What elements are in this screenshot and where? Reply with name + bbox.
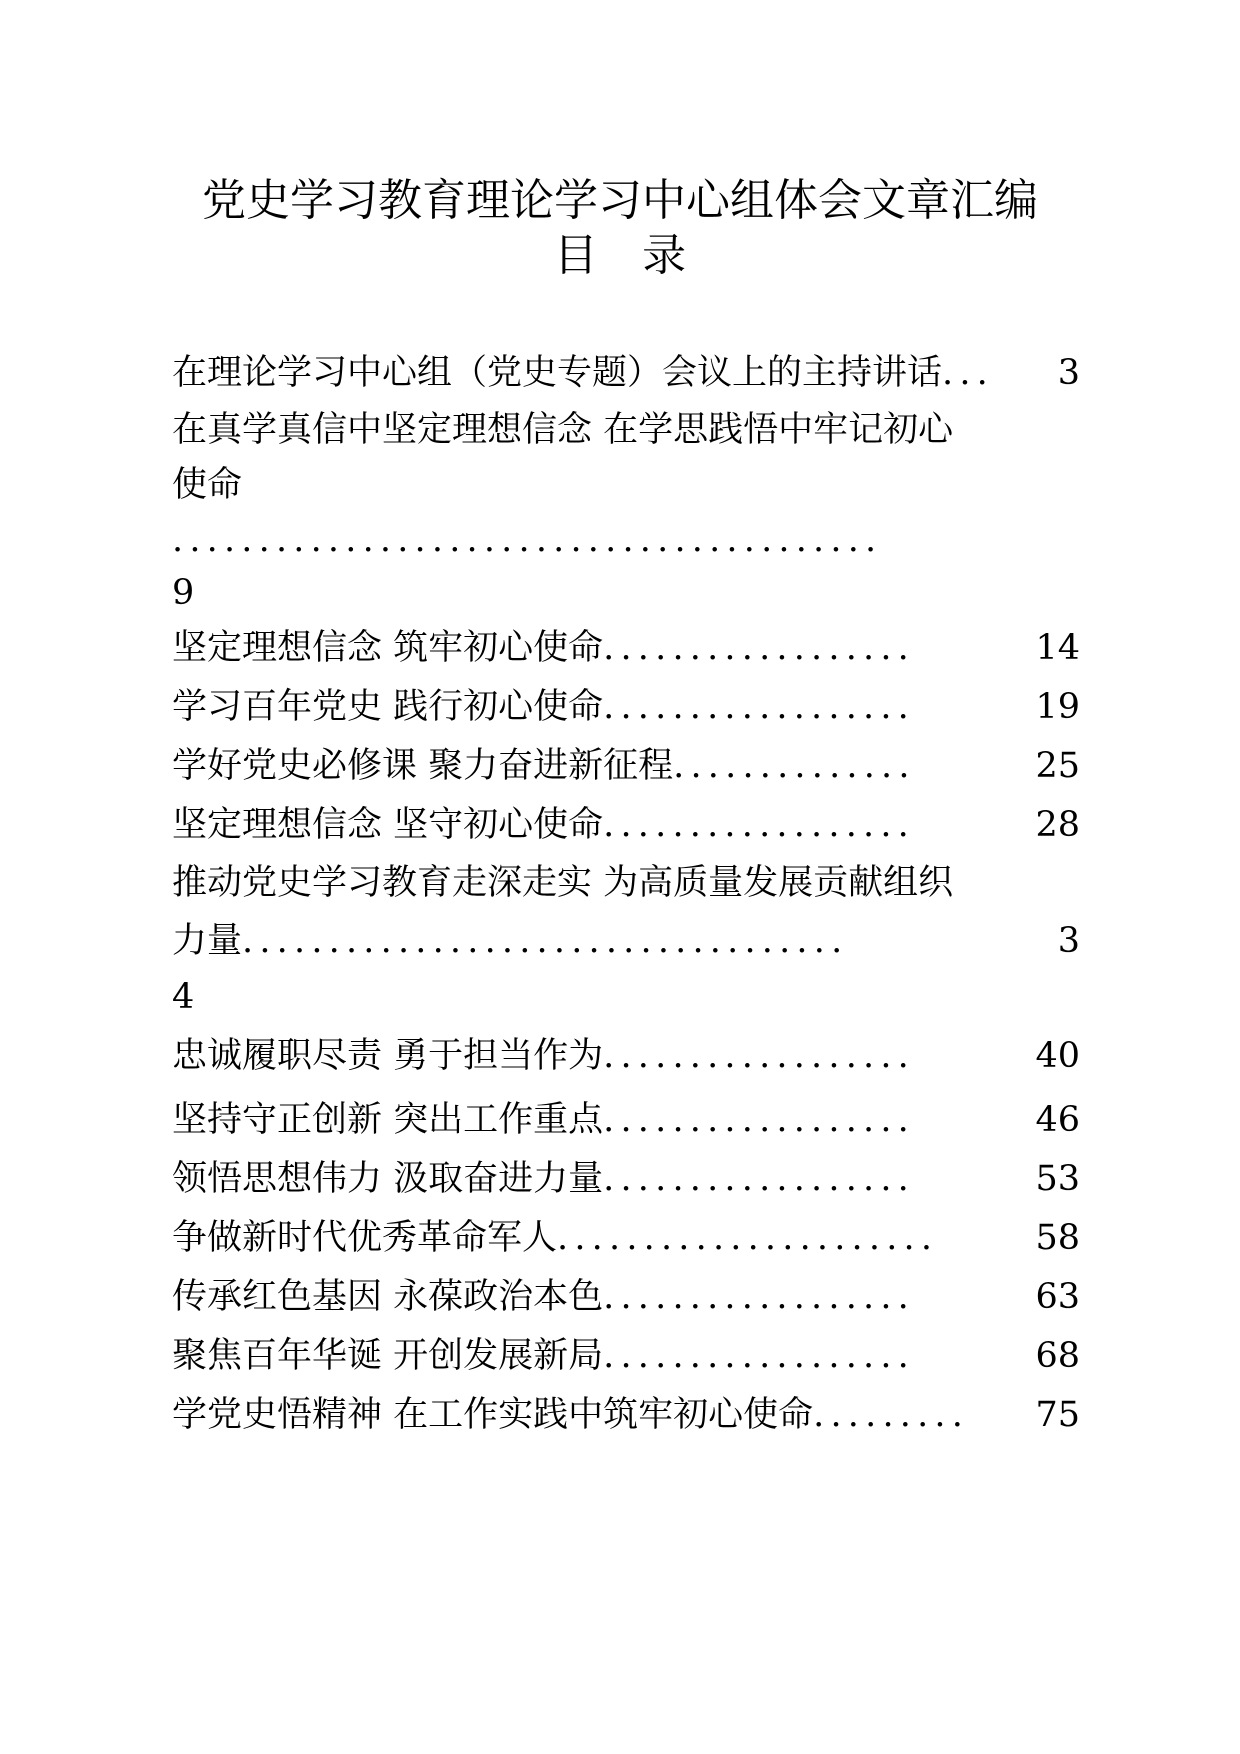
toc-entry-title: 学好党史必修课 聚力奋进新征程 xyxy=(172,746,674,786)
toc-leader-dots: ...................... xyxy=(557,1218,939,1258)
toc-leader-dots: .................. xyxy=(603,628,915,668)
toc-entry-title: 学党史悟精神 在工作实践中筑牢初心使命 xyxy=(172,1395,814,1435)
toc-entry-page: 75 xyxy=(1035,1395,1080,1435)
toc-entry[interactable] xyxy=(172,623,1080,673)
toc-entry[interactable] xyxy=(172,682,1080,732)
toc-leader-dots: .................. xyxy=(603,1100,915,1140)
document-title: 党史学习教育理论学习中心组体会文章汇编 xyxy=(202,175,1038,226)
toc-entry-title: 领悟思想伟力 汲取奋进力量 xyxy=(172,1159,604,1199)
toc-entry[interactable] xyxy=(172,1095,1080,1145)
toc-entry-line xyxy=(172,972,1080,1022)
toc-entry-page: 63 xyxy=(1035,1277,1080,1317)
toc-entry[interactable] xyxy=(172,1154,1080,1204)
toc-entry-title: 聚焦百年华诞 开创发展新局 xyxy=(172,1336,604,1376)
toc-leader-dots: ......................................... xyxy=(172,520,883,560)
toc-entry-page: 19 xyxy=(1035,687,1080,727)
toc-entry-line[interactable] xyxy=(172,405,1080,455)
toc-entry-title: 坚定理想信念 筑牢初心使命 xyxy=(172,628,604,668)
toc-entry-page: 25 xyxy=(1035,746,1080,786)
toc-entry[interactable] xyxy=(172,1031,1080,1081)
toc-leader-dots: .................. xyxy=(603,1336,915,1376)
toc-entry-title: 学习百年党史 践行初心使命 xyxy=(172,687,604,727)
toc-leader-dots: ................................... xyxy=(242,921,849,961)
toc-leader-dots: .............. xyxy=(673,746,916,786)
toc-entry-title: 在真学真信中坚定理想信念 在学思践悟中牢记初心 xyxy=(172,410,954,450)
toc-entry-page-part: 3 xyxy=(1057,921,1080,961)
toc-leader-dots: .................. xyxy=(603,687,915,727)
toc-entry-title: 坚持守正创新 突出工作重点 xyxy=(172,1100,604,1140)
toc-leader-dots: .................. xyxy=(603,1277,915,1317)
toc-entry-title: 推动党史学习教育走深走实 为高质量发展贡献组织 xyxy=(172,863,954,903)
toc-entry-page: 14 xyxy=(1035,628,1080,668)
toc-entry-title: 传承红色基因 永葆政治本色 xyxy=(172,1277,604,1317)
toc-entry[interactable] xyxy=(172,741,1080,791)
toc-leader-dots: ... xyxy=(942,353,994,393)
toc-leader-dots: ......... xyxy=(813,1395,970,1435)
toc-entry-title: 争做新时代优秀革命军人 xyxy=(172,1218,558,1258)
toc-heading: 目 录 xyxy=(553,230,687,281)
toc-leader-dots: .................. xyxy=(603,1159,915,1199)
toc-entry[interactable] xyxy=(172,1390,1080,1440)
toc-entry-title: 在理论学习中心组（党史专题）会议上的主持讲话 xyxy=(172,353,943,393)
toc-entry-page: 9 xyxy=(172,573,195,613)
toc-leader-line xyxy=(172,515,1080,565)
toc-entry-page: 3 xyxy=(1057,353,1080,393)
toc-entry[interactable] xyxy=(172,1272,1080,1322)
toc-entry-line xyxy=(172,568,1080,618)
toc-entry-title: 忠诚履职尽责 勇于担当作为 xyxy=(172,1036,604,1076)
toc-entry[interactable] xyxy=(172,1213,1080,1263)
toc-entry-page: 58 xyxy=(1035,1218,1080,1258)
toc-entry-title-continued: 使命 xyxy=(172,465,243,505)
toc-entry-page: 28 xyxy=(1035,805,1080,845)
toc-entry-page-part: 4 xyxy=(172,977,195,1017)
toc-entry-title-continued: 力量 xyxy=(172,921,243,961)
toc-entry-title: 坚定理想信念 坚守初心使命 xyxy=(172,805,604,845)
toc-entry-page: 53 xyxy=(1035,1159,1080,1199)
toc-entry[interactable] xyxy=(172,1331,1080,1381)
toc-entry[interactable] xyxy=(172,800,1080,850)
toc-entry-line[interactable] xyxy=(172,460,1080,510)
toc-entry-line[interactable] xyxy=(172,916,1080,966)
toc-leader-dots: .................. xyxy=(603,1036,915,1076)
toc-entry-page: 40 xyxy=(1035,1036,1080,1076)
toc-entry-line[interactable] xyxy=(172,858,1080,908)
toc-entry-page: 46 xyxy=(1035,1100,1080,1140)
toc-entry-page: 68 xyxy=(1035,1336,1080,1376)
toc-leader-dots: .................. xyxy=(603,805,915,845)
toc-entry[interactable] xyxy=(172,348,1080,398)
